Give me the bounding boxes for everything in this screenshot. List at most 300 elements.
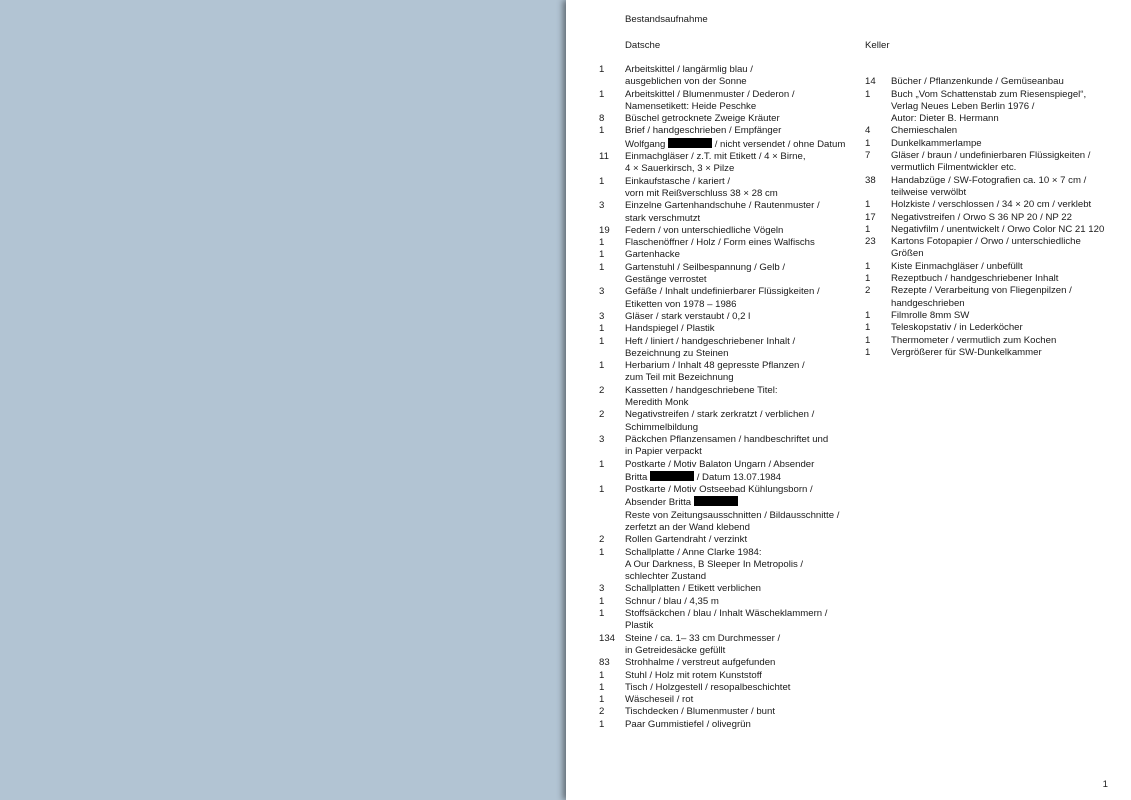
entry-description (891, 125, 1127, 137)
entry-description (625, 311, 879, 323)
entry-text: Schimmelbildung (625, 421, 699, 433)
entry-text: Teleskopstativ / in Lederköcher (891, 322, 1023, 334)
entry-quantity: 1 (865, 273, 871, 285)
inventory-entry (865, 175, 1127, 200)
entry-quantity: 1 (599, 88, 605, 100)
inventory-entry (599, 459, 879, 485)
entry-description (625, 694, 879, 706)
inventory-entry (865, 89, 1127, 126)
entry-line (625, 706, 879, 718)
entry-text: Absender Britta (625, 497, 694, 509)
entry-description (625, 547, 879, 584)
entry-description (891, 285, 1127, 310)
entry-text: Meredith Monk (625, 397, 689, 409)
entry-line (891, 187, 1127, 199)
entry-description (891, 89, 1127, 126)
entry-quantity: 1 (599, 546, 605, 558)
entry-quantity: 1 (599, 125, 605, 137)
entry-description (891, 236, 1127, 261)
entry-description (625, 682, 879, 694)
entry-quantity: 2 (865, 285, 871, 297)
entry-line (625, 645, 879, 657)
entry-text: Federn / von unterschiedliche Vögeln (625, 224, 784, 236)
entry-text: Arbeitskittel / Blumenmuster / Dederon / (625, 88, 795, 100)
inventory-entry (599, 151, 879, 176)
entry-line (625, 682, 879, 694)
entry-description (891, 76, 1127, 88)
entry-quantity: 1 (599, 694, 605, 706)
entry-line (625, 176, 879, 188)
inventory-entry (599, 719, 879, 731)
inventory-entry (599, 434, 879, 459)
entry-description (625, 249, 879, 261)
entry-text: 4 × Sauerkirsch, 3 × Pilze (625, 163, 735, 175)
entry-text: in Papier verpackt (625, 446, 702, 458)
entry-quantity: 7 (865, 150, 871, 162)
entry-text: Büschel getrocknete Zweige Kräuter (625, 113, 780, 125)
inventory-entry (599, 286, 879, 311)
entry-text: Schallplatte / Anne Clarke 1984: (625, 546, 762, 558)
entry-description (625, 113, 879, 125)
entry-text: zerfetzt an der Wand klebend (625, 521, 750, 533)
inventory-entry (865, 236, 1127, 261)
entry-line (625, 571, 879, 583)
inventory-entry (599, 225, 879, 237)
entry-text: Chemieschalen (891, 125, 958, 137)
entry-text: Wäscheseil / rot (625, 694, 694, 706)
entry-description (625, 64, 879, 89)
entry-text: Brief / handgeschrieben / Empfänger (625, 125, 782, 137)
entry-text: stark verschmutzt (625, 212, 701, 224)
entry-description (625, 719, 879, 731)
entry-line (625, 151, 879, 163)
entry-description (625, 151, 879, 176)
entry-description (625, 125, 879, 151)
entry-text: Verlag Neues Leben Berlin 1976 / (891, 100, 1035, 112)
entry-quantity: 1 (599, 608, 605, 620)
entry-line (625, 397, 879, 409)
entry-line (625, 596, 879, 608)
inventory-entry (599, 249, 879, 261)
entry-line (625, 496, 879, 509)
document-page (566, 0, 1131, 800)
entry-text: Schallplatten / Etikett verblichen (625, 583, 761, 595)
entry-line (891, 310, 1127, 322)
entry-description (625, 409, 879, 434)
entry-line (891, 261, 1127, 273)
entry-quantity: 1 (865, 199, 871, 211)
entry-text: Handspiegel / Plastik (625, 323, 715, 335)
inventory-entry (865, 150, 1127, 175)
entry-text: Stoffsäckchen / blau / Inhalt Wäscheklammern / (625, 608, 828, 620)
entry-quantity: 14 (865, 76, 876, 88)
entry-line (625, 434, 879, 446)
entry-line (625, 471, 879, 484)
inventory-entry (599, 409, 879, 434)
entry-line (891, 212, 1127, 224)
entry-line (625, 237, 879, 249)
entry-line (891, 76, 1127, 88)
inventory-entry (865, 322, 1127, 334)
entry-line (625, 249, 879, 261)
entry-text (891, 64, 894, 75)
column-heading-keller: Keller (865, 40, 890, 51)
inventory-column-keller (865, 64, 1127, 359)
inventory-entry (599, 323, 879, 335)
entry-text: Postkarte / Motiv Balaton Ungarn / Absender (625, 458, 815, 470)
entry-quantity: 38 (865, 174, 876, 186)
entry-line (625, 348, 879, 360)
entry-line (625, 620, 879, 632)
entry-line (625, 385, 879, 397)
entry-line (625, 101, 879, 113)
entry-description (625, 484, 879, 534)
entry-line (891, 113, 1127, 125)
entry-quantity: 2 (599, 706, 605, 718)
entry-text: Autor: Dieter B. Hermann (891, 113, 999, 125)
entry-line (625, 534, 879, 546)
entry-quantity: 134 (599, 632, 616, 644)
entry-description (891, 175, 1127, 200)
entry-description (891, 138, 1127, 150)
entry-line (625, 188, 879, 200)
entry-line (625, 657, 879, 669)
entry-line (625, 372, 879, 384)
entry-line (891, 101, 1127, 113)
inventory-entry (865, 273, 1127, 285)
entry-text: Buch „Vom Schattenstab zum Riesenspiegel“, (891, 88, 1087, 100)
entry-quantity: 1 (599, 595, 605, 607)
entry-quantity: 1 (865, 88, 871, 100)
inventory-entry (865, 199, 1127, 211)
entry-description (891, 273, 1127, 285)
entry-text: Kiste Einmachgläser / unbefüllt (891, 260, 1023, 272)
entry-line (891, 285, 1127, 297)
inventory-entry (599, 200, 879, 225)
inventory-entry (599, 682, 879, 694)
entry-quantity: 3 (599, 583, 605, 595)
entry-line (625, 608, 879, 620)
entry-quantity: 1 (865, 309, 871, 321)
entry-quantity: 1 (865, 137, 871, 149)
entry-text: Dunkelkammerlampe (891, 137, 982, 149)
inventory-entry (599, 694, 879, 706)
entry-description (625, 608, 879, 633)
entry-line (625, 583, 879, 595)
entry-quantity: 1 (599, 681, 605, 693)
entry-text: Britta (625, 471, 651, 483)
entry-quantity: 3 (599, 433, 605, 445)
inventory-entry (599, 583, 879, 595)
entry-text: Gläser / braun / undefinierbaren Flüssigkeiten / (891, 150, 1091, 162)
entry-text: Rezepte / Verarbeitung von Fliegenpilzen / (891, 285, 1072, 297)
entry-description (891, 224, 1127, 236)
entry-text: Gläser / stark verstaubt / 0,2 l (625, 310, 751, 322)
entry-line (891, 248, 1127, 260)
entry-text: Negativstreifen / stark zerkratzt / verblichen / (625, 409, 815, 421)
entry-line (625, 360, 879, 372)
column-heading-datsche: Datsche (625, 40, 661, 51)
entry-line (625, 694, 879, 706)
entry-line (625, 286, 879, 298)
entry-quantity: 3 (599, 200, 605, 212)
entry-text: Kartons Fotopapier / Orwo / unterschiedliche (891, 236, 1081, 248)
entry-line (891, 150, 1127, 162)
entry-description (625, 176, 879, 201)
entry-line (625, 633, 879, 645)
entry-text: Namensetikett: Heide Peschke (625, 100, 757, 112)
entry-text: Handabzüge / SW-Fotografien ca. 10 × 7 cm / (891, 174, 1087, 186)
entry-text: in Getreidesäcke gefüllt (625, 644, 726, 656)
entry-line (891, 347, 1127, 359)
entry-description (891, 212, 1127, 224)
entry-quantity: 1 (599, 249, 605, 261)
entry-description (891, 322, 1127, 334)
entry-line (625, 138, 879, 151)
entry-quantity: 1 (865, 334, 871, 346)
entry-description (891, 199, 1127, 211)
entry-description (625, 200, 879, 225)
inventory-entry (599, 608, 879, 633)
entry-description (625, 434, 879, 459)
entry-quantity: 1 (599, 484, 605, 496)
inventory-entry (599, 113, 879, 125)
inventory-entry (865, 138, 1127, 150)
entry-text: Flaschenöffner / Holz / Form eines Walfischs (625, 237, 815, 249)
entry-description (891, 261, 1127, 273)
entry-line (625, 670, 879, 682)
entry-description (625, 336, 879, 361)
entry-line (625, 336, 879, 348)
entry-text: Rezeptbuch / handgeschriebener Inhalt (891, 273, 1059, 285)
entry-quantity: 8 (599, 113, 605, 125)
inventory-entry (599, 670, 879, 682)
entry-text: teilweise verwölbt (891, 186, 967, 198)
entry-quantity: 1 (599, 64, 605, 75)
entry-line (625, 262, 879, 274)
entry-text: Strohhalme / verstreut aufgefunden (625, 657, 776, 669)
entry-quantity: 4 (865, 125, 871, 137)
redaction-bar (650, 471, 694, 481)
redaction-bar (694, 496, 738, 506)
entry-line (625, 719, 879, 731)
inventory-entry (599, 125, 879, 151)
entry-quantity: 11 (599, 151, 609, 163)
entry-quantity: 1 (865, 346, 871, 358)
entry-text: Bezeichnung zu Steinen (625, 347, 729, 359)
entry-line (625, 64, 879, 76)
entry-line (625, 559, 879, 571)
inventory-entry (599, 89, 879, 114)
inventory-entry (865, 347, 1127, 359)
entry-text: Postkarte / Motiv Ostseebad Kühlungsborn / (625, 484, 813, 496)
entry-line (891, 175, 1127, 187)
entry-description (891, 347, 1127, 359)
entry-text: Negativstreifen / Orwo S 36 NP 20 / NP 22 (891, 211, 1072, 223)
entry-text: Paar Gummistiefel / olivegrün (625, 718, 751, 730)
entry-quantity: 3 (599, 310, 605, 322)
entry-quantity: 3 (599, 286, 605, 298)
inventory-entry (599, 311, 879, 323)
entry-line (625, 422, 879, 434)
entry-line (625, 163, 879, 175)
inventory-entry (599, 360, 879, 385)
entry-description (625, 89, 879, 114)
entry-line (625, 510, 879, 522)
entry-line (625, 323, 879, 335)
inventory-column-datsche (599, 64, 879, 731)
entry-description (625, 657, 879, 669)
inventory-entry (599, 484, 879, 534)
entry-text: A Our Darkness, B Sleeper In Metropolis / (625, 558, 804, 570)
entry-quantity: 1 (599, 458, 605, 470)
entry-text: Filmrolle 8mm SW (891, 309, 970, 321)
entry-line (625, 459, 879, 471)
entry-line (891, 162, 1127, 174)
entry-text: Wolfgang (625, 138, 669, 150)
entry-description (625, 459, 879, 485)
entry-line (625, 125, 879, 137)
entry-description (625, 583, 879, 595)
inventory-entry (599, 596, 879, 608)
entry-line (625, 409, 879, 421)
entry-line (625, 200, 879, 212)
entry-text: / nicht versendet / ohne Datum (712, 138, 846, 150)
inventory-entry (599, 385, 879, 410)
entry-description (891, 310, 1127, 322)
entry-text: zum Teil mit Bezeichnung (625, 372, 734, 384)
entry-line (625, 522, 879, 534)
entry-text: Tischdecken / Blumenmuster / bunt (625, 706, 776, 718)
entry-quantity: 1 (599, 261, 605, 273)
entry-description (625, 262, 879, 287)
entry-text: Größen (891, 248, 924, 260)
entry-text: handgeschrieben (891, 297, 965, 309)
entry-quantity: 2 (599, 409, 605, 421)
entry-description (625, 237, 879, 249)
entry-text: Thermometer / vermutlich zum Kochen (891, 334, 1057, 346)
entry-quantity: 1 (599, 323, 605, 335)
entry-line (625, 89, 879, 101)
entry-quantity: 2 (599, 534, 605, 546)
inventory-entry (599, 237, 879, 249)
inventory-entry (599, 176, 879, 201)
entry-text: Plastik (625, 620, 654, 632)
entry-line (891, 236, 1127, 248)
entry-text: Gefäße / Inhalt undefinierbarer Flüssigkeiten / (625, 286, 820, 298)
entry-line (891, 298, 1127, 310)
entry-quantity: 17 (865, 211, 876, 223)
entry-line (625, 299, 879, 311)
entry-line (891, 335, 1127, 347)
entry-description (625, 670, 879, 682)
entry-description (891, 335, 1127, 347)
inventory-entry (865, 64, 1127, 76)
entry-quantity: 83 (599, 657, 610, 669)
entry-text: Einkaufstasche / kariert / (625, 175, 731, 187)
inventory-entry (865, 125, 1127, 137)
entry-text: Vergrößerer für SW-Dunkelkammer (891, 346, 1042, 358)
inventory-entry (599, 633, 879, 658)
entry-text: Einzelne Gartenhandschuhe / Rautenmuster / (625, 200, 820, 212)
inventory-entry (865, 335, 1127, 347)
entry-description (625, 706, 879, 718)
entry-line (625, 213, 879, 225)
entry-text: schlechter Zustand (625, 571, 707, 583)
inventory-entry (599, 336, 879, 361)
entry-quantity: 1 (599, 669, 605, 681)
entry-description (625, 534, 879, 546)
entry-line (891, 273, 1127, 285)
inventory-entry (599, 262, 879, 287)
entry-description (625, 323, 879, 335)
entry-text: / Datum 13.07.1984 (694, 471, 781, 483)
entry-quantity: 1 (599, 718, 605, 730)
entry-description (625, 385, 879, 410)
entry-text: Tisch / Holzgestell / resopalbeschichtet (625, 681, 791, 693)
entry-text: Reste von Zeitungsausschnitten / Bildausschnitte / (625, 509, 840, 521)
entry-line (625, 113, 879, 125)
entry-text: Holzkiste / verschlossen / 34 × 20 cm / verklebt (891, 199, 1092, 211)
entry-quantity: 1 (865, 260, 871, 272)
inventory-entry (865, 76, 1127, 88)
entry-quantity (865, 64, 891, 76)
inventory-entry (865, 212, 1127, 224)
entry-text: Heft / liniert / handgeschriebener Inhalt / (625, 335, 796, 347)
entry-quantity: 1 (865, 322, 871, 334)
entry-text: Gartenhacke (625, 249, 680, 261)
entry-text: Schnur / blau / 4,35 m (625, 595, 719, 607)
redaction-bar (668, 138, 712, 148)
entry-line (625, 76, 879, 88)
entry-quantity: 1 (865, 223, 871, 235)
inventory-entry (865, 310, 1127, 322)
entry-line (625, 547, 879, 559)
entry-description (625, 286, 879, 311)
entry-text: Bücher / Pflanzenkunde / Gemüseanbau (891, 76, 1064, 88)
entry-description (891, 64, 1127, 76)
entry-description (625, 596, 879, 608)
entry-text: Einmachgläser / z.T. mit Etikett / 4 × Birne, (625, 151, 806, 163)
page-number: 1 (1102, 779, 1108, 790)
inventory-entry (599, 547, 879, 584)
entry-description (625, 225, 879, 237)
entry-text: Stuhl / Holz mit rotem Kunststoff (625, 669, 762, 681)
entry-line (625, 225, 879, 237)
entry-text: Gartenstuhl / Seilbespannung / Gelb / (625, 261, 785, 273)
entry-quantity: 1 (599, 360, 605, 372)
entry-text: Päckchen Pflanzensamen / handbeschriftet und (625, 433, 829, 445)
entry-line (891, 199, 1127, 211)
entry-description (891, 150, 1127, 175)
entry-text: Arbeitskittel / langärmlig blau / (625, 64, 753, 75)
entry-text: vermutlich Filmentwickler etc. (891, 162, 1017, 174)
entry-quantity: 1 (599, 237, 605, 249)
entry-line (625, 274, 879, 286)
entry-line (625, 484, 879, 496)
entry-description (625, 633, 879, 658)
inventory-entry (865, 224, 1127, 236)
inventory-entry (865, 261, 1127, 273)
entry-quantity: 1 (599, 175, 605, 187)
entry-line (891, 138, 1127, 150)
entry-quantity: 19 (599, 224, 610, 236)
entry-text: Negativfilm / unentwickelt / Orwo Color NC 21 120 (891, 223, 1105, 235)
entry-line (625, 446, 879, 458)
inventory-entry (599, 534, 879, 546)
entry-line (625, 311, 879, 323)
entry-text: Steine / ca. 1– 33 cm Durchmesser / (625, 632, 781, 644)
